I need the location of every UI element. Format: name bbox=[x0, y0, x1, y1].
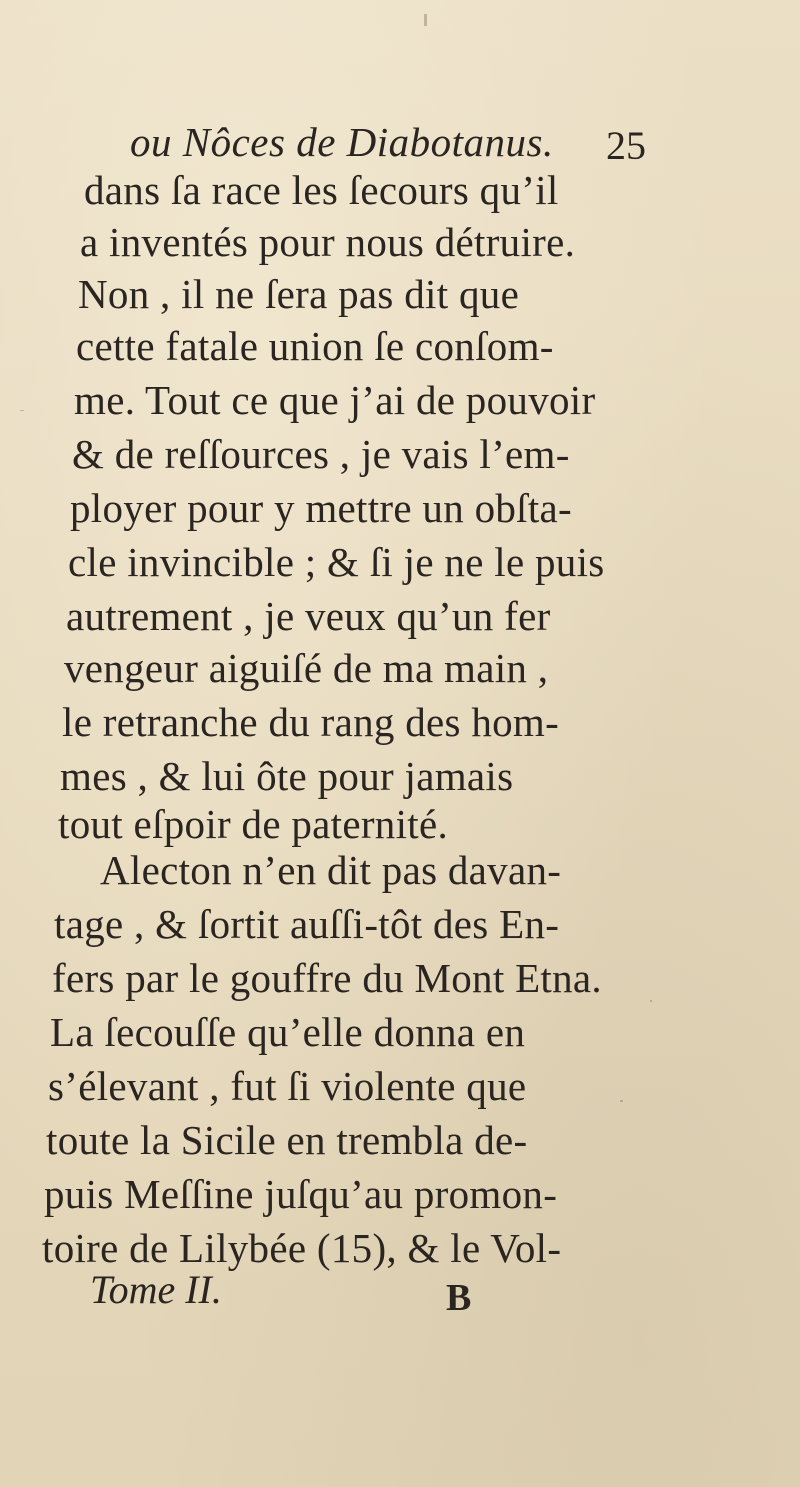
signature-mark: B bbox=[446, 1277, 472, 1319]
text-line: La ſecouſſe qu’elle donna en bbox=[50, 1009, 526, 1055]
text-line: s’élevant , fut ſi violente que bbox=[48, 1063, 527, 1109]
paper-speck bbox=[424, 14, 427, 26]
text-line: tout eſpoir de paternité. bbox=[58, 801, 449, 847]
paper-speck bbox=[620, 1100, 623, 1102]
paper-speck bbox=[20, 410, 24, 411]
text-line: puis Meſſine juſqu’au promon- bbox=[44, 1171, 558, 1217]
paper-speck bbox=[650, 1000, 652, 1002]
text-line: & de reſſources , je vais l’em- bbox=[72, 431, 570, 477]
running-title: ou Nôces de Diabotanus. bbox=[130, 119, 554, 165]
text-line: autrement , je veux qu’un fer bbox=[66, 593, 551, 639]
volume-label: Tome II. bbox=[90, 1267, 222, 1312]
text-line: cle invincible ; & ſi je ne le puis bbox=[68, 539, 605, 585]
text-line: tage , & ſortit auſſi-tôt des En- bbox=[54, 901, 560, 947]
text-line: Alecton n’en dit pas davan- bbox=[100, 847, 562, 893]
text-line: vengeur aiguiſé de ma main , bbox=[64, 645, 549, 691]
text-line: cette fatale union ſe conſom- bbox=[76, 323, 554, 369]
text-line: a inventés pour nous détruire. bbox=[80, 219, 576, 265]
text-line: fers par le gouffre du Mont Etna. bbox=[52, 955, 602, 1001]
text-line: dans ſa race les ſecours qu’il bbox=[84, 167, 559, 213]
text-line: me. Tout ce que j’ai de pouvoir bbox=[74, 377, 596, 423]
text-line: toire de Lilybée (15), & le Vol- bbox=[42, 1225, 562, 1271]
text-line: Non , il ne ſera pas dit que bbox=[78, 271, 520, 317]
text-line: mes , & lui ôte pour jamais bbox=[60, 753, 514, 799]
text-line: le retranche du rang des hom- bbox=[62, 699, 560, 745]
text-line: ployer pour y mettre un obſta- bbox=[70, 485, 573, 531]
page-number: 25 bbox=[606, 123, 646, 168]
text-line: toute la Sicile en trembla de- bbox=[46, 1117, 528, 1163]
